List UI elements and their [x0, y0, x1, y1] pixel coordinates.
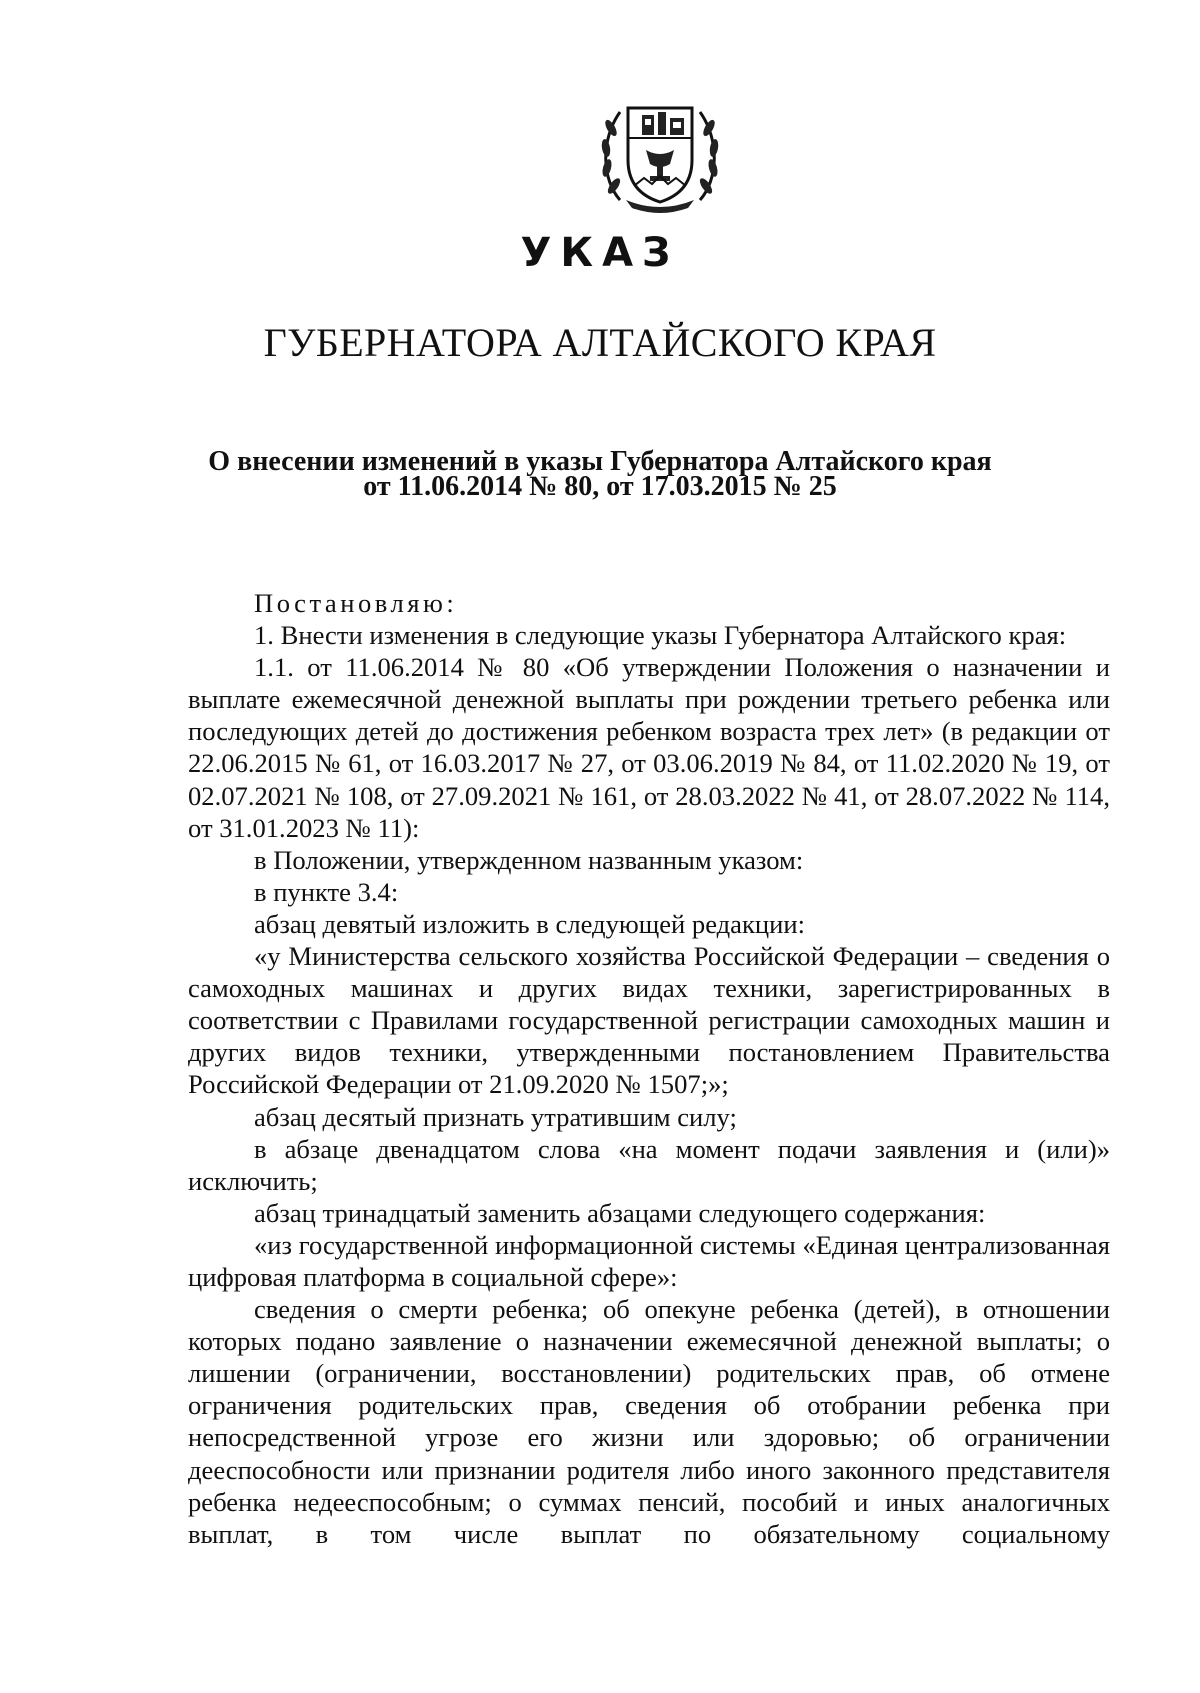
document-title	[200, 446, 1000, 502]
paragraph: «из государственной информационной системы «Единая централизованная цифровая платформа в социальной сфере»:	[188, 1229, 1110, 1292]
paragraph: 1.1. от 11.06.2014 № 80 «Об утверждении Положения о назначении и выплате ежемесячной денежной выплаты при рождении третьего ребенка или последующих детей до достижения ребенком возраста трех лет» (в редакции от 22.06.2015 № 61, от 16.03.2017 № 27, от 03.06.2019 № 84, от 11.02.2020 № 19, от 02.07.2021 № 108, от 27.09.2021 № 161, от 28.03.2022 № 41, от 28.07.2022 № 114, от 31.01.2023 № 11):	[188, 652, 1110, 843]
document-title-line: от 11.06.2014 № 80, от 17.03.2015 № 25	[363, 471, 837, 502]
paragraph: «у Министерства сельского хозяйства Российской Федерации – сведения о самоходных машинах и других видах техники, зарегистрированных в соответствии с Правилами государственной регистрации самоходных машин и других видов техники, утвержденными постановлением Правительства Российской Федерации от 21.09.2020 № 1507;»;	[188, 941, 1110, 1100]
paragraph: в Положении, утвержденном названным указом:	[254, 844, 804, 875]
decree-opening: Постановляю:	[254, 588, 458, 618]
paragraph: абзац девятый изложить в следующей редакции:	[254, 908, 805, 939]
paragraph: сведения о смерти ребенка; об опекуне ребенка (детей), в отношении которых подано заявление о назначении ежемесячной денежной выплаты; о лишении (ограничении, восстановлении) родительских прав, об отмене ограничения родительских прав, сведения об отобрании ребенка при непосредственной угрозе его жизни или здоровью; об ограничении дееспособности или признании родителя либо иного законного представителя ребенка недееспособным; о суммах пенсий, пособий и иных аналогичных выплат, в том числе выплат по обязательному социальному	[188, 1294, 1110, 1549]
paragraph: в пункте 3.4:	[254, 876, 399, 907]
document-type-heading: УКАЗ	[520, 230, 680, 276]
document-title-line: О внесении изменений в указы Губернатора Алтайского края	[208, 446, 992, 477]
paragraph: в абзаце двенадцатом слова «на момент подачи заявления и (или)» исключить;	[188, 1133, 1110, 1196]
issuer-heading: ГУБЕРНАТОРА АЛТАЙСКОГО КРАЯ	[263, 320, 937, 365]
paragraph: 1. Внести изменения в следующие указы Губернатора Алтайского края:	[254, 620, 1067, 651]
paragraph: абзац тринадцатый заменить абзацами следующего содержания:	[254, 1197, 986, 1228]
document-body	[188, 587, 1110, 1550]
paragraph: абзац десятый признать утратившим силу;	[254, 1101, 737, 1132]
altai-krai-coat-of-arms-icon	[598, 88, 722, 214]
